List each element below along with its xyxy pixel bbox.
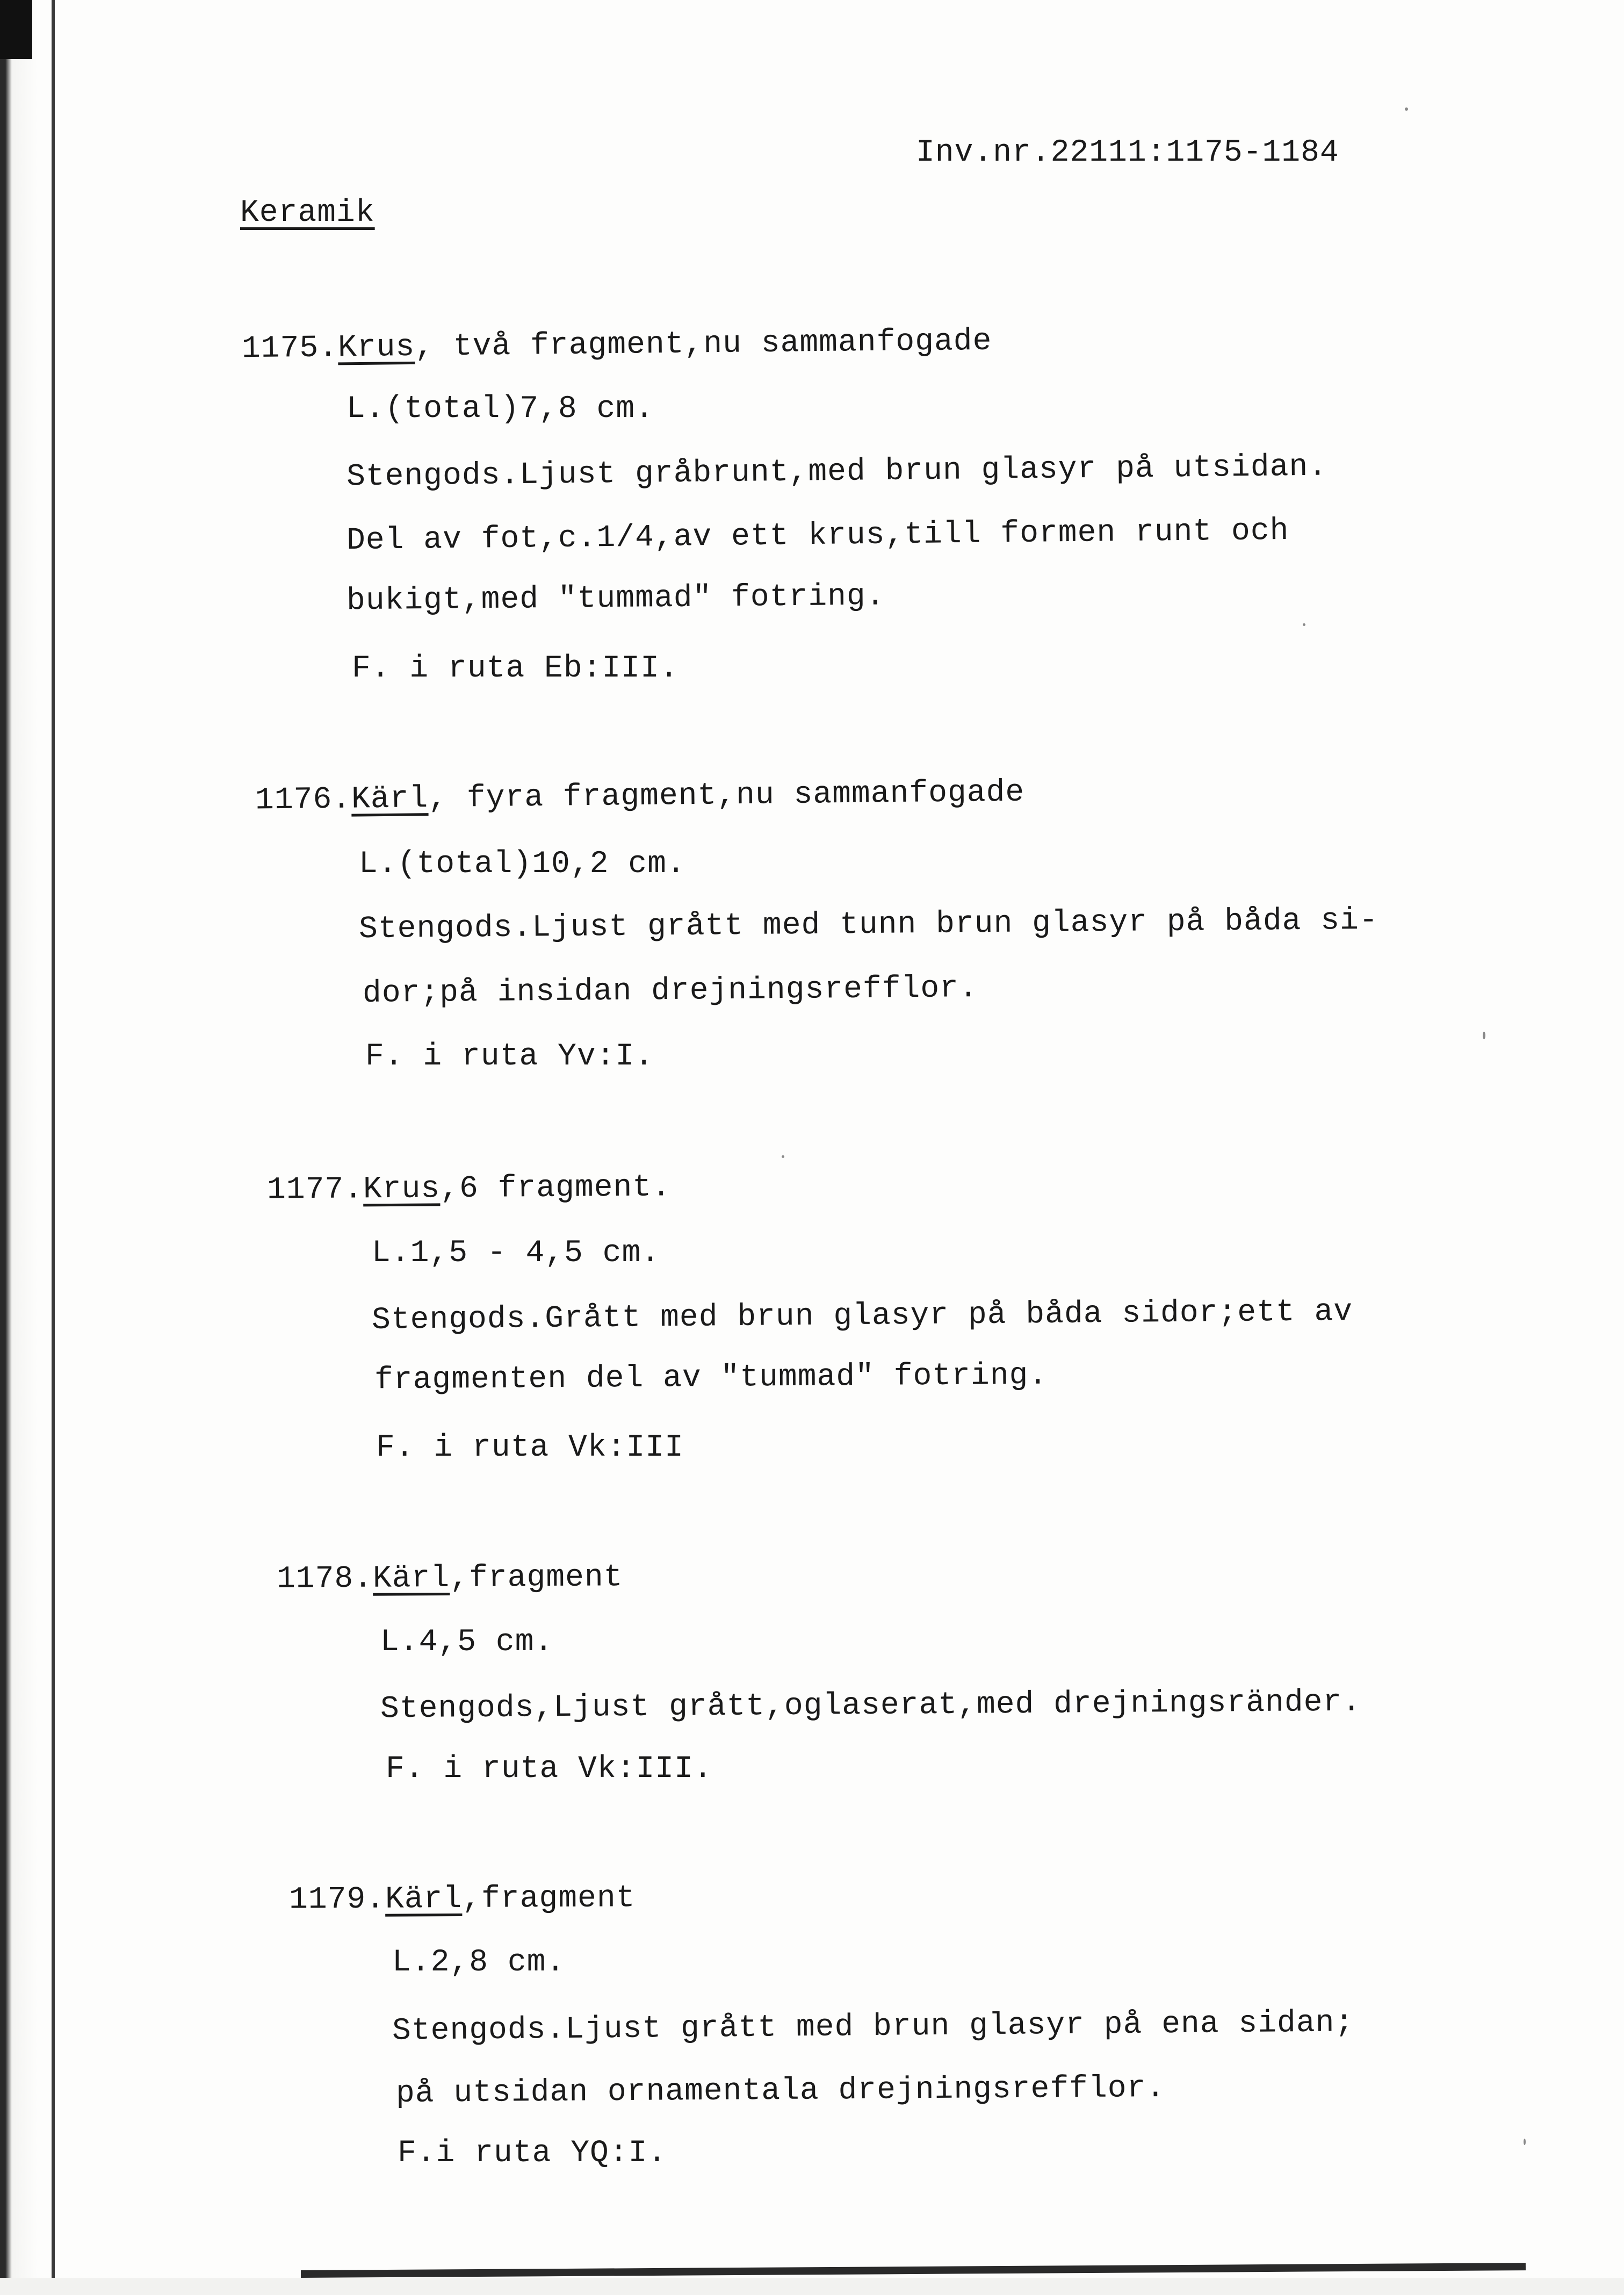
entry-title: [277, 1559, 623, 1598]
entry-line: F. i ruta Vk:III.: [386, 1752, 713, 1787]
entry-line: Del av fot,c.1/4,av ett krus,till formen runt och: [346, 513, 1289, 559]
scan-speck: [1303, 623, 1305, 626]
entry-line: dor;på insidan drejningsrefflor.: [362, 971, 979, 1011]
binding-line: [52, 0, 55, 2295]
entry-title-rest: , två fragment,nu sammanfogade: [414, 323, 992, 365]
entry-title-rest: ,fragment: [462, 1881, 636, 1917]
entry-title: [289, 1880, 636, 1919]
entry-line: F. i ruta Yv:I.: [365, 1039, 654, 1074]
binding-tab: [0, 0, 32, 59]
entry-line: F. i ruta Vk:III: [376, 1430, 684, 1465]
entry-number: 1176.: [255, 782, 352, 818]
entry-title-rest: , fyra fragment,nu sammanfogade: [428, 775, 1025, 817]
entry-title: [255, 774, 1025, 820]
entry-line: Stengods,Ljust grått,oglaserat,med drejningsränder.: [380, 1685, 1362, 1727]
next-sheet-edge: [301, 2263, 1526, 2278]
page-bottom-margin: [0, 2278, 1624, 2295]
entry-line: fragmenten del av "tummad" fotring.: [374, 1358, 1048, 1398]
entry-type: Krus: [363, 1171, 441, 1207]
inventory-number: Inv.nr.22111:1175-1184: [916, 135, 1339, 170]
entry-number: 1179.: [288, 1882, 386, 1918]
binding-edge: [0, 0, 38, 2295]
entry-line: på utsidan ornamentala drejningsrefflor.: [395, 2071, 1166, 2111]
scan-speck: [1524, 2139, 1526, 2145]
scan-speck: [782, 1155, 784, 1158]
entry-line: Stengods.Ljust gråbrunt,med brun glasyr på utsidan.: [346, 449, 1328, 495]
entry-number: 1178.: [276, 1561, 373, 1597]
entry-number: 1175.: [241, 330, 338, 367]
entry-line: L.1,5 - 4,5 cm.: [372, 1236, 661, 1271]
entry-title-rest: ,fragment: [450, 1560, 623, 1596]
entry-type: Kärl: [351, 781, 429, 817]
scan-speck: [1483, 1032, 1485, 1039]
entry-title: [242, 323, 992, 369]
entry-line: Stengods.Grått med brun glasyr på båda sidor;ett av: [371, 1294, 1353, 1338]
entry-line: L.2,8 cm.: [392, 1945, 566, 1980]
entry-type: Kärl: [385, 1882, 463, 1917]
entry-line: Stengods.Ljust grått med tunn brun glasyr på båda si-: [358, 903, 1378, 947]
entry-line: Stengods.Ljust grått med brun glasyr på ena sidan;: [392, 2005, 1354, 2049]
entry-line: F.i ruta YQ:I.: [398, 2136, 667, 2171]
entry-line: L.(total)7,8 cm.: [347, 392, 654, 427]
entry-title-rest: ,6 fragment.: [440, 1170, 672, 1207]
entry-line: F. i ruta Eb:III.: [352, 651, 679, 686]
section-title: Keramik: [240, 196, 375, 231]
entry-number: 1177.: [266, 1172, 364, 1208]
entry-title: [267, 1169, 671, 1209]
entry-type: Krus: [337, 329, 415, 366]
entry-line: L.(total)10,2 cm.: [359, 847, 686, 882]
entry-line: L.4,5 cm.: [380, 1625, 554, 1660]
entry-type: Kärl: [372, 1561, 450, 1596]
scan-speck: [1405, 107, 1408, 111]
entry-line: bukigt,med "tummad" fotring.: [346, 579, 885, 619]
